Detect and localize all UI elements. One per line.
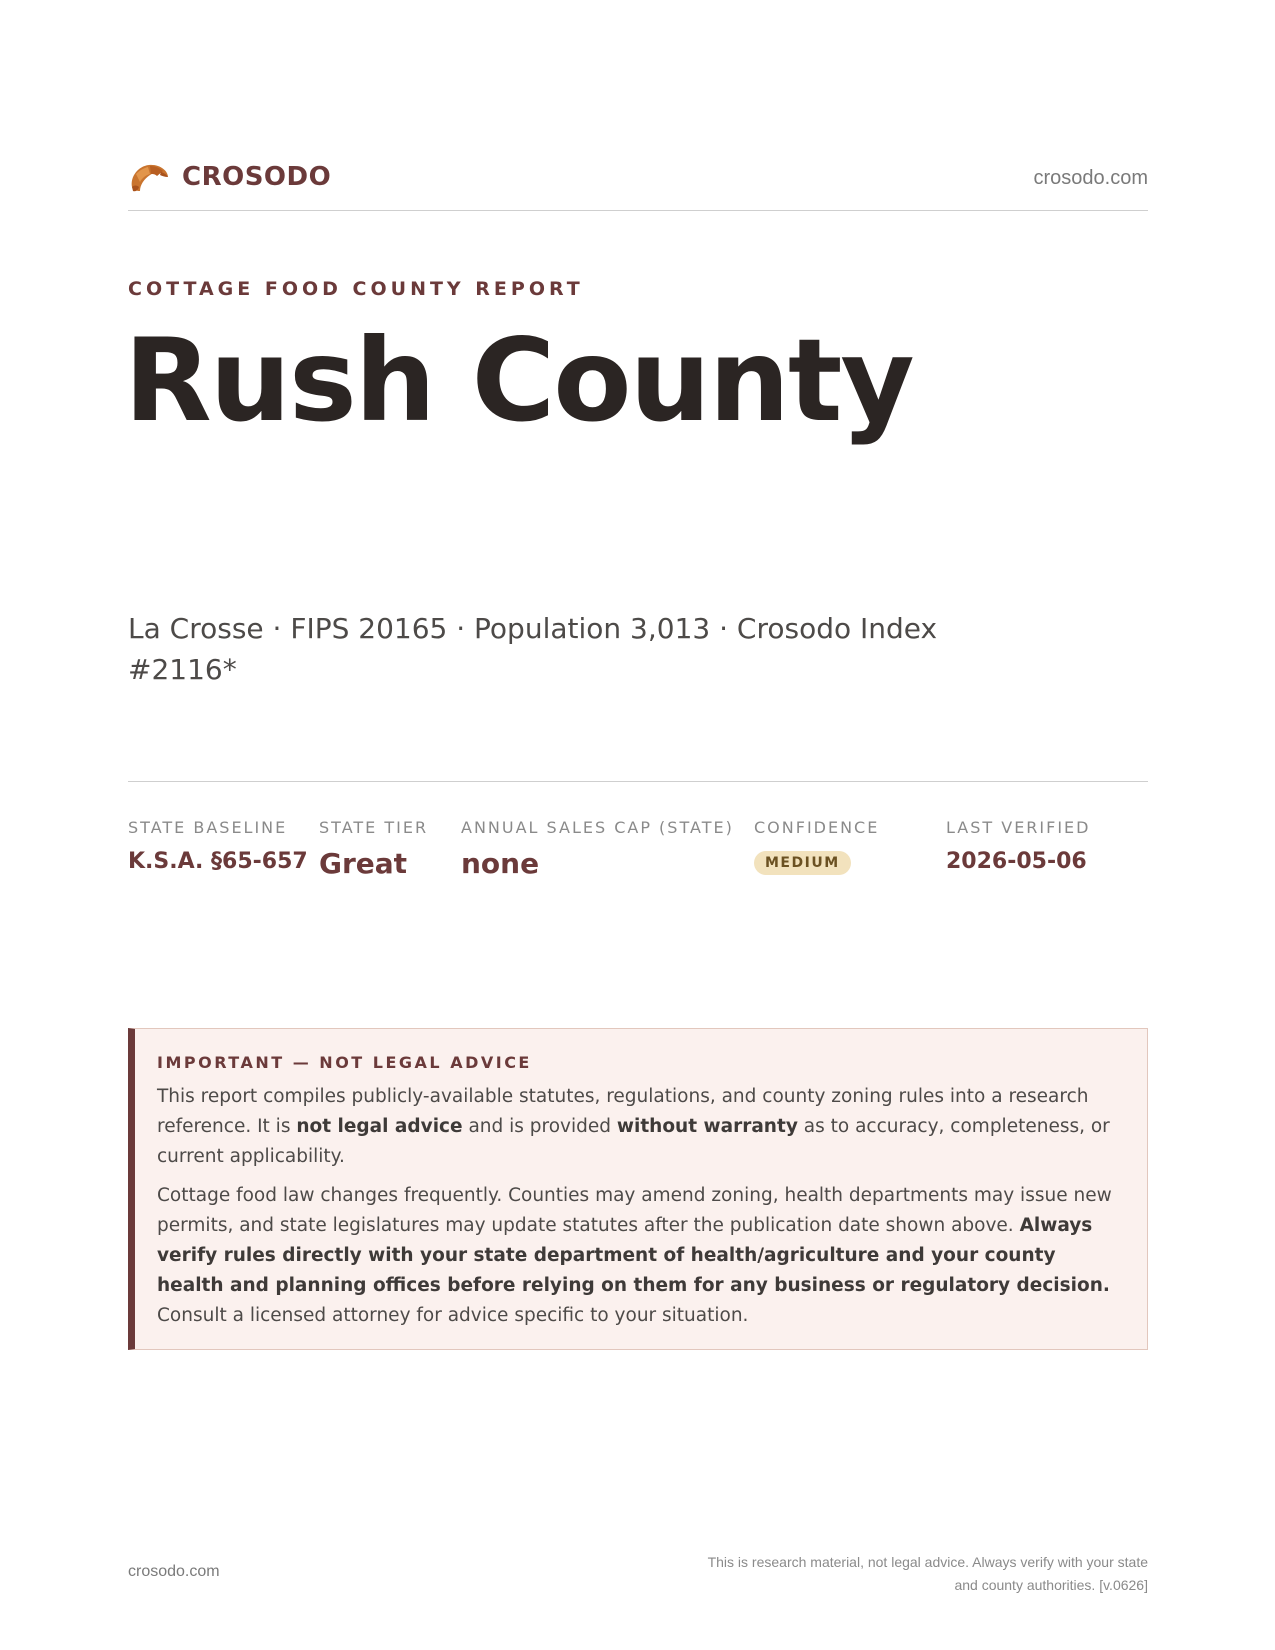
fact-last-verified <box>946 818 1090 874</box>
site-link[interactable]: crosodo.com <box>1033 167 1148 189</box>
fact-label: ANNUAL SALES CAP (STATE) <box>461 818 734 837</box>
fact-state-baseline <box>128 818 308 874</box>
fact-annual-sales-cap <box>461 818 734 880</box>
footer-site[interactable]: crosodo.com <box>128 1563 220 1580</box>
page-header <box>128 157 1148 211</box>
footer-disclaimer: This is research material, not legal advice. Always verify with your state and county authorities. [v.0626] <box>707 1554 1148 1593</box>
legal-notice <box>128 1028 1148 1350</box>
county-subtitle: La Crosse · FIPS 20165 · Population 3,013 · Crosodo Index #2116* <box>128 612 938 686</box>
fact-label: STATE BASELINE <box>128 818 288 837</box>
fact-value: 2026-05-06 <box>946 849 1087 874</box>
notice-paragraph-1: This report compiles publicly-available statutes, regulations, and county zoning rules into a research reference. It is not legal advice and is provided without warranty as to accuracy, completeness, or current applicability. <box>157 1086 1110 1167</box>
fact-label: LAST VERIFIED <box>946 818 1091 837</box>
divider <box>128 781 1148 782</box>
fact-value: K.S.A. §65-657 <box>128 849 308 874</box>
notice-paragraph-2: Cottage food law changes frequently. Counties may amend zoning, health departments may issue new permits, and state legislatures may update statutes after the publication date shown above. Always verify rules directly with your state department of health/agriculture and your county health and planning offices before relying on them for any business or regulatory decision. Consult a licensed attorney for advice specific to your situation. <box>157 1185 1112 1326</box>
facts-row <box>128 818 1148 898</box>
fact-label: CONFIDENCE <box>754 818 880 837</box>
brand-name: CROSODO <box>182 162 332 192</box>
fact-value: Great <box>319 847 408 880</box>
notice-title: IMPORTANT — NOT LEGAL ADVICE <box>157 1053 532 1072</box>
confidence-badge: MEDIUM <box>754 851 851 875</box>
fact-confidence <box>754 818 879 875</box>
page-title: Rush County <box>124 314 913 447</box>
brand[interactable] <box>128 157 331 197</box>
report-eyebrow: COTTAGE FOOD COUNTY REPORT <box>128 278 584 300</box>
fact-state-tier <box>319 818 428 880</box>
fact-value: none <box>461 847 540 880</box>
croissant-icon <box>128 157 170 197</box>
fact-label: STATE TIER <box>319 818 429 837</box>
